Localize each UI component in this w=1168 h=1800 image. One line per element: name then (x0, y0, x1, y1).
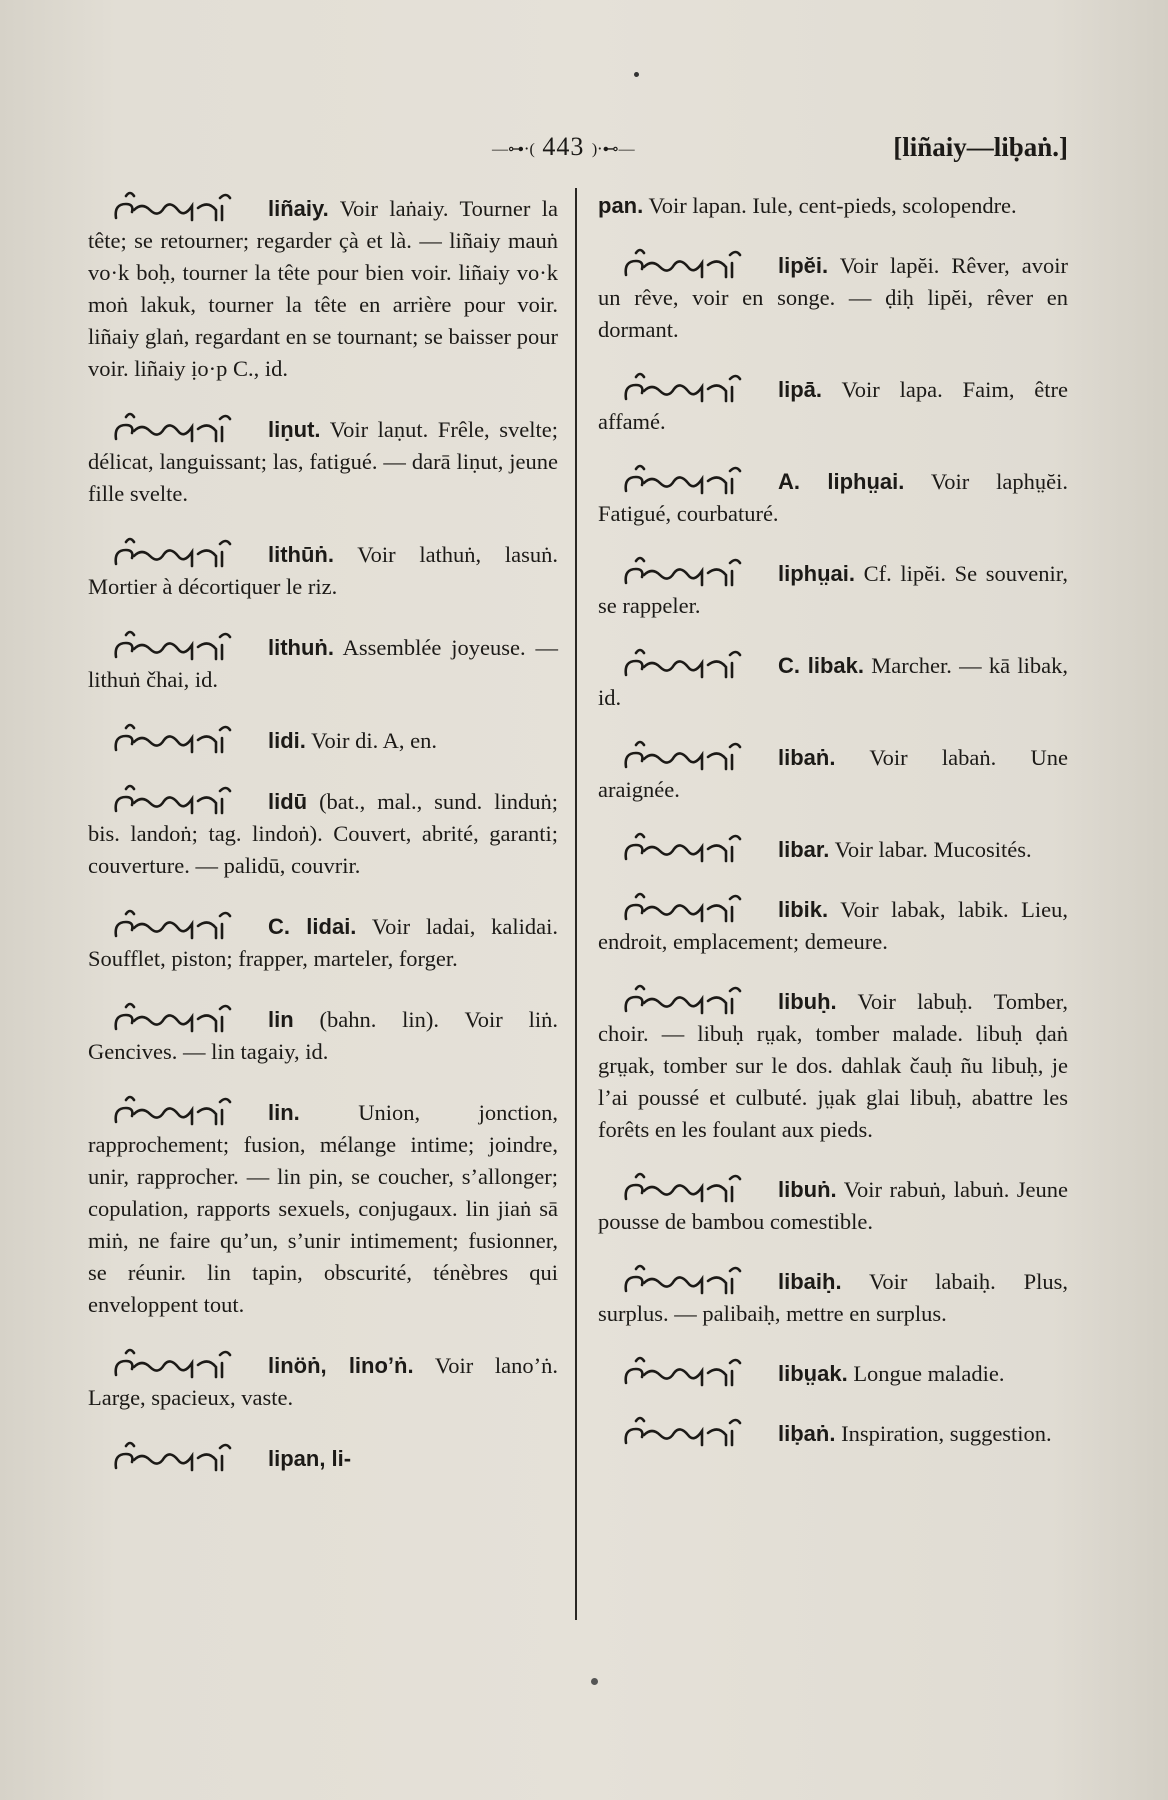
cham-script-glyph (112, 783, 262, 817)
cham-script-glyph (112, 1440, 262, 1474)
cham-script-glyph (622, 1355, 772, 1389)
cham-script-glyph (622, 891, 772, 925)
dictionary-entry (598, 190, 1068, 222)
right-column (598, 190, 1068, 1475)
entry-definition: Voir lapĕi. Rêver, avoir un rêve, voir en songe. — ḍiḥ lipĕi, rêver en dormant. (598, 253, 1069, 342)
dictionary-entry (88, 1440, 558, 1475)
entry-headword: libaṅ. (778, 745, 836, 770)
cham-script-glyph (622, 1171, 772, 1205)
entry-definition: Voir rabuṅ, labuṅ. Jeune pousse de bambou comestible. (598, 1177, 1069, 1234)
entry-definition: Voir labaiḥ. Plus, surplus. — palibaiḥ, mettre en surplus. (598, 1269, 1069, 1326)
cham-script-glyph (112, 629, 262, 663)
entry-definition: Voir labak, labik. Lieu, endroit, emplacement; demeure. (598, 897, 1068, 954)
entry-headword: lipĕi. (778, 253, 829, 278)
cham-script-glyph (622, 247, 772, 281)
entry-headword: lidū (268, 789, 308, 814)
dictionary-entry (598, 371, 1068, 438)
ink-speck (634, 72, 639, 77)
entry-headword: libar. (778, 837, 830, 862)
cham-script-glyph (622, 1415, 772, 1449)
dictionary-entry (598, 1263, 1068, 1330)
entry-definition: Voir labar. Mucosités. (834, 837, 1032, 862)
entry-definition: Assemblée joyeuse. — lithuṅ čhai, id. (88, 635, 558, 692)
cham-script-glyph (112, 722, 262, 756)
cham-script-glyph (622, 463, 772, 497)
dictionary-entry (88, 1347, 558, 1414)
cham-script-glyph (112, 190, 262, 224)
entry-headword: C. lidai. (268, 914, 357, 939)
dictionary-entry (88, 1094, 558, 1321)
entry-definition: (bat., mal., sund. linduṅ; bis. landoṅ; tag. lindoṅ). Couvert, abrité, garanti; couverture. — palidū, couvrir. (88, 789, 559, 878)
entry-headword: C. libak. (778, 653, 864, 678)
entry-definition: Voir lano’ṅ. Large, spacieux, vaste. (88, 1353, 559, 1410)
dictionary-entry (88, 908, 558, 975)
entry-headword: lipan, li- (268, 1446, 352, 1471)
dictionary-entry (598, 739, 1068, 806)
cham-script-glyph (112, 536, 262, 570)
entry-headword: pan. (598, 193, 644, 218)
dictionary-entry (598, 983, 1068, 1146)
dictionary-entry (88, 1001, 558, 1068)
cham-script-glyph (112, 1347, 262, 1381)
entry-definition: Voir laphṳĕi. Fatigué, courbaturé. (598, 469, 1068, 526)
entry-definition: Voir di. A, en. (311, 728, 437, 753)
entry-headword: lithuṅ. (268, 635, 334, 660)
entry-definition: Voir lapa. Faim, être affamé. (598, 377, 1068, 434)
dictionary-entry (598, 891, 1068, 958)
cham-script-glyph (622, 831, 772, 865)
ornament-left: —⊶⋅( (492, 141, 535, 159)
cham-script-glyph (622, 371, 772, 405)
dictionary-entry (598, 1171, 1068, 1238)
ink-speck-bottom (591, 1678, 598, 1685)
entry-headword: libik. (778, 897, 829, 922)
dictionary-entry (88, 190, 558, 385)
entry-headword: libṳak. (778, 1361, 848, 1386)
dictionary-entry (598, 1415, 1068, 1450)
entry-definition: Voir ladai, kalidai. Soufflet, piston; frapper, marteler, forger. (88, 914, 558, 971)
entry-headword: liṇut. (268, 417, 321, 442)
entry-headword: liḅaṅ. (778, 1421, 836, 1446)
dictionary-entry (598, 831, 1068, 866)
dictionary-entry (88, 536, 558, 603)
entry-definition: Voir lapan. Iule, cent-pieds, scolopendre. (648, 193, 1017, 218)
entry-definition: Voir lathuṅ, lasuṅ. Mortier à décortiquer le riz. (88, 542, 559, 599)
dictionary-entry (88, 629, 558, 696)
page-number (492, 132, 635, 162)
dictionary-entry (598, 247, 1068, 346)
dictionary-entry (88, 722, 558, 757)
entry-headword: libuṅ. (778, 1177, 837, 1202)
entry-headword: libuḥ. (778, 989, 837, 1014)
dictionary-entry (88, 783, 558, 882)
dictionary-entry (88, 411, 558, 510)
entry-definition: Cf. lipĕi. Se souvenir, se rappeler. (598, 561, 1069, 618)
entry-headword: liphṳai. (778, 561, 855, 586)
dictionary-entry (598, 647, 1068, 714)
dictionary-entry (598, 1355, 1068, 1390)
entry-definition: Marcher. — kā libak, id. (598, 653, 1068, 710)
left-column (88, 190, 558, 1501)
entry-definition: Longue maladie. (853, 1361, 1005, 1386)
entry-definition: Voir laṅaiy. Tourner la tête; se retourner; regarder çà et là. — liñaiy mauṅ vo·k boḥ, tourner la tête pour bien voir. liñaiy vo·k moṅ lakuk, tourner la tête en arrière pour voir. liñaiy glaṅ, regardant en se tournant; se baisser pour voir. liñaiy ịo·p C., id. (88, 196, 559, 381)
entry-headword: lin (268, 1007, 294, 1032)
dictionary-entry (598, 555, 1068, 622)
ornament-right: )⋅⊷— (591, 141, 635, 159)
dictionary-entry (598, 463, 1068, 530)
entry-definition: Voir labuḥ. Tomber, choir. — libuḥ rṳak, tomber malade. libuḥ ḍaṅ grṳak, tomber sur le dos. dahlak čauḥ ñu libuḥ, je l’ai poussé et culbuté. jṳak glai libuḥ, abattre les forêts en les foulant aux pieds. (598, 989, 1068, 1142)
entry-definition: (bahn. lin). Voir liṅ. Gencives. — lin tagaiy, id. (88, 1007, 558, 1064)
cham-script-glyph (112, 908, 262, 942)
running-head: [liñaiy—liḅaṅ.] (893, 132, 1068, 162)
entry-definition: Voir laṇut. Frêle, svelte; délicat, languissant; las, fatigué. — darā liṇut, jeune fille svelte. (88, 417, 558, 506)
entry-headword: linöṅ, lino’ṅ. (268, 1353, 414, 1378)
entry-headword: libaiḥ. (778, 1269, 842, 1294)
cham-script-glyph (622, 647, 772, 681)
entry-headword: A. liphṳai. (778, 469, 905, 494)
entry-definition: Union, jonction, rapprochement; fusion, mélange intime; joindre, unir, rapprocher. — lin pin, se coucher, s’allonger; copulation, rapports sexuels, conjugaux. lin jiaṅ sā miṅ, ne faire qu’un, s’unir intimement; fusionner, se réunir. lin tapin, obscurité, ténèbres qui enveloppent tout. (88, 1100, 558, 1317)
entry-headword: lin. (268, 1100, 300, 1125)
entry-definition: Inspiration, suggestion. (841, 1421, 1052, 1446)
cham-script-glyph (622, 555, 772, 589)
cham-script-glyph (622, 1263, 772, 1297)
entry-headword: liñaiy. (268, 196, 329, 221)
cham-script-glyph (622, 983, 772, 1017)
cham-script-glyph (112, 1094, 262, 1128)
cham-script-glyph (112, 1001, 262, 1035)
page-header (0, 132, 1168, 172)
cham-script-glyph (112, 411, 262, 445)
entry-headword: lidi. (268, 728, 306, 753)
entry-headword: lithūṅ. (268, 542, 334, 567)
entry-headword: lipā. (778, 377, 823, 402)
column-divider (575, 188, 577, 1620)
page-number-value: 443 (542, 132, 585, 161)
entry-definition: Voir labaṅ. Une araignée. (598, 745, 1068, 802)
cham-script-glyph (622, 739, 772, 773)
